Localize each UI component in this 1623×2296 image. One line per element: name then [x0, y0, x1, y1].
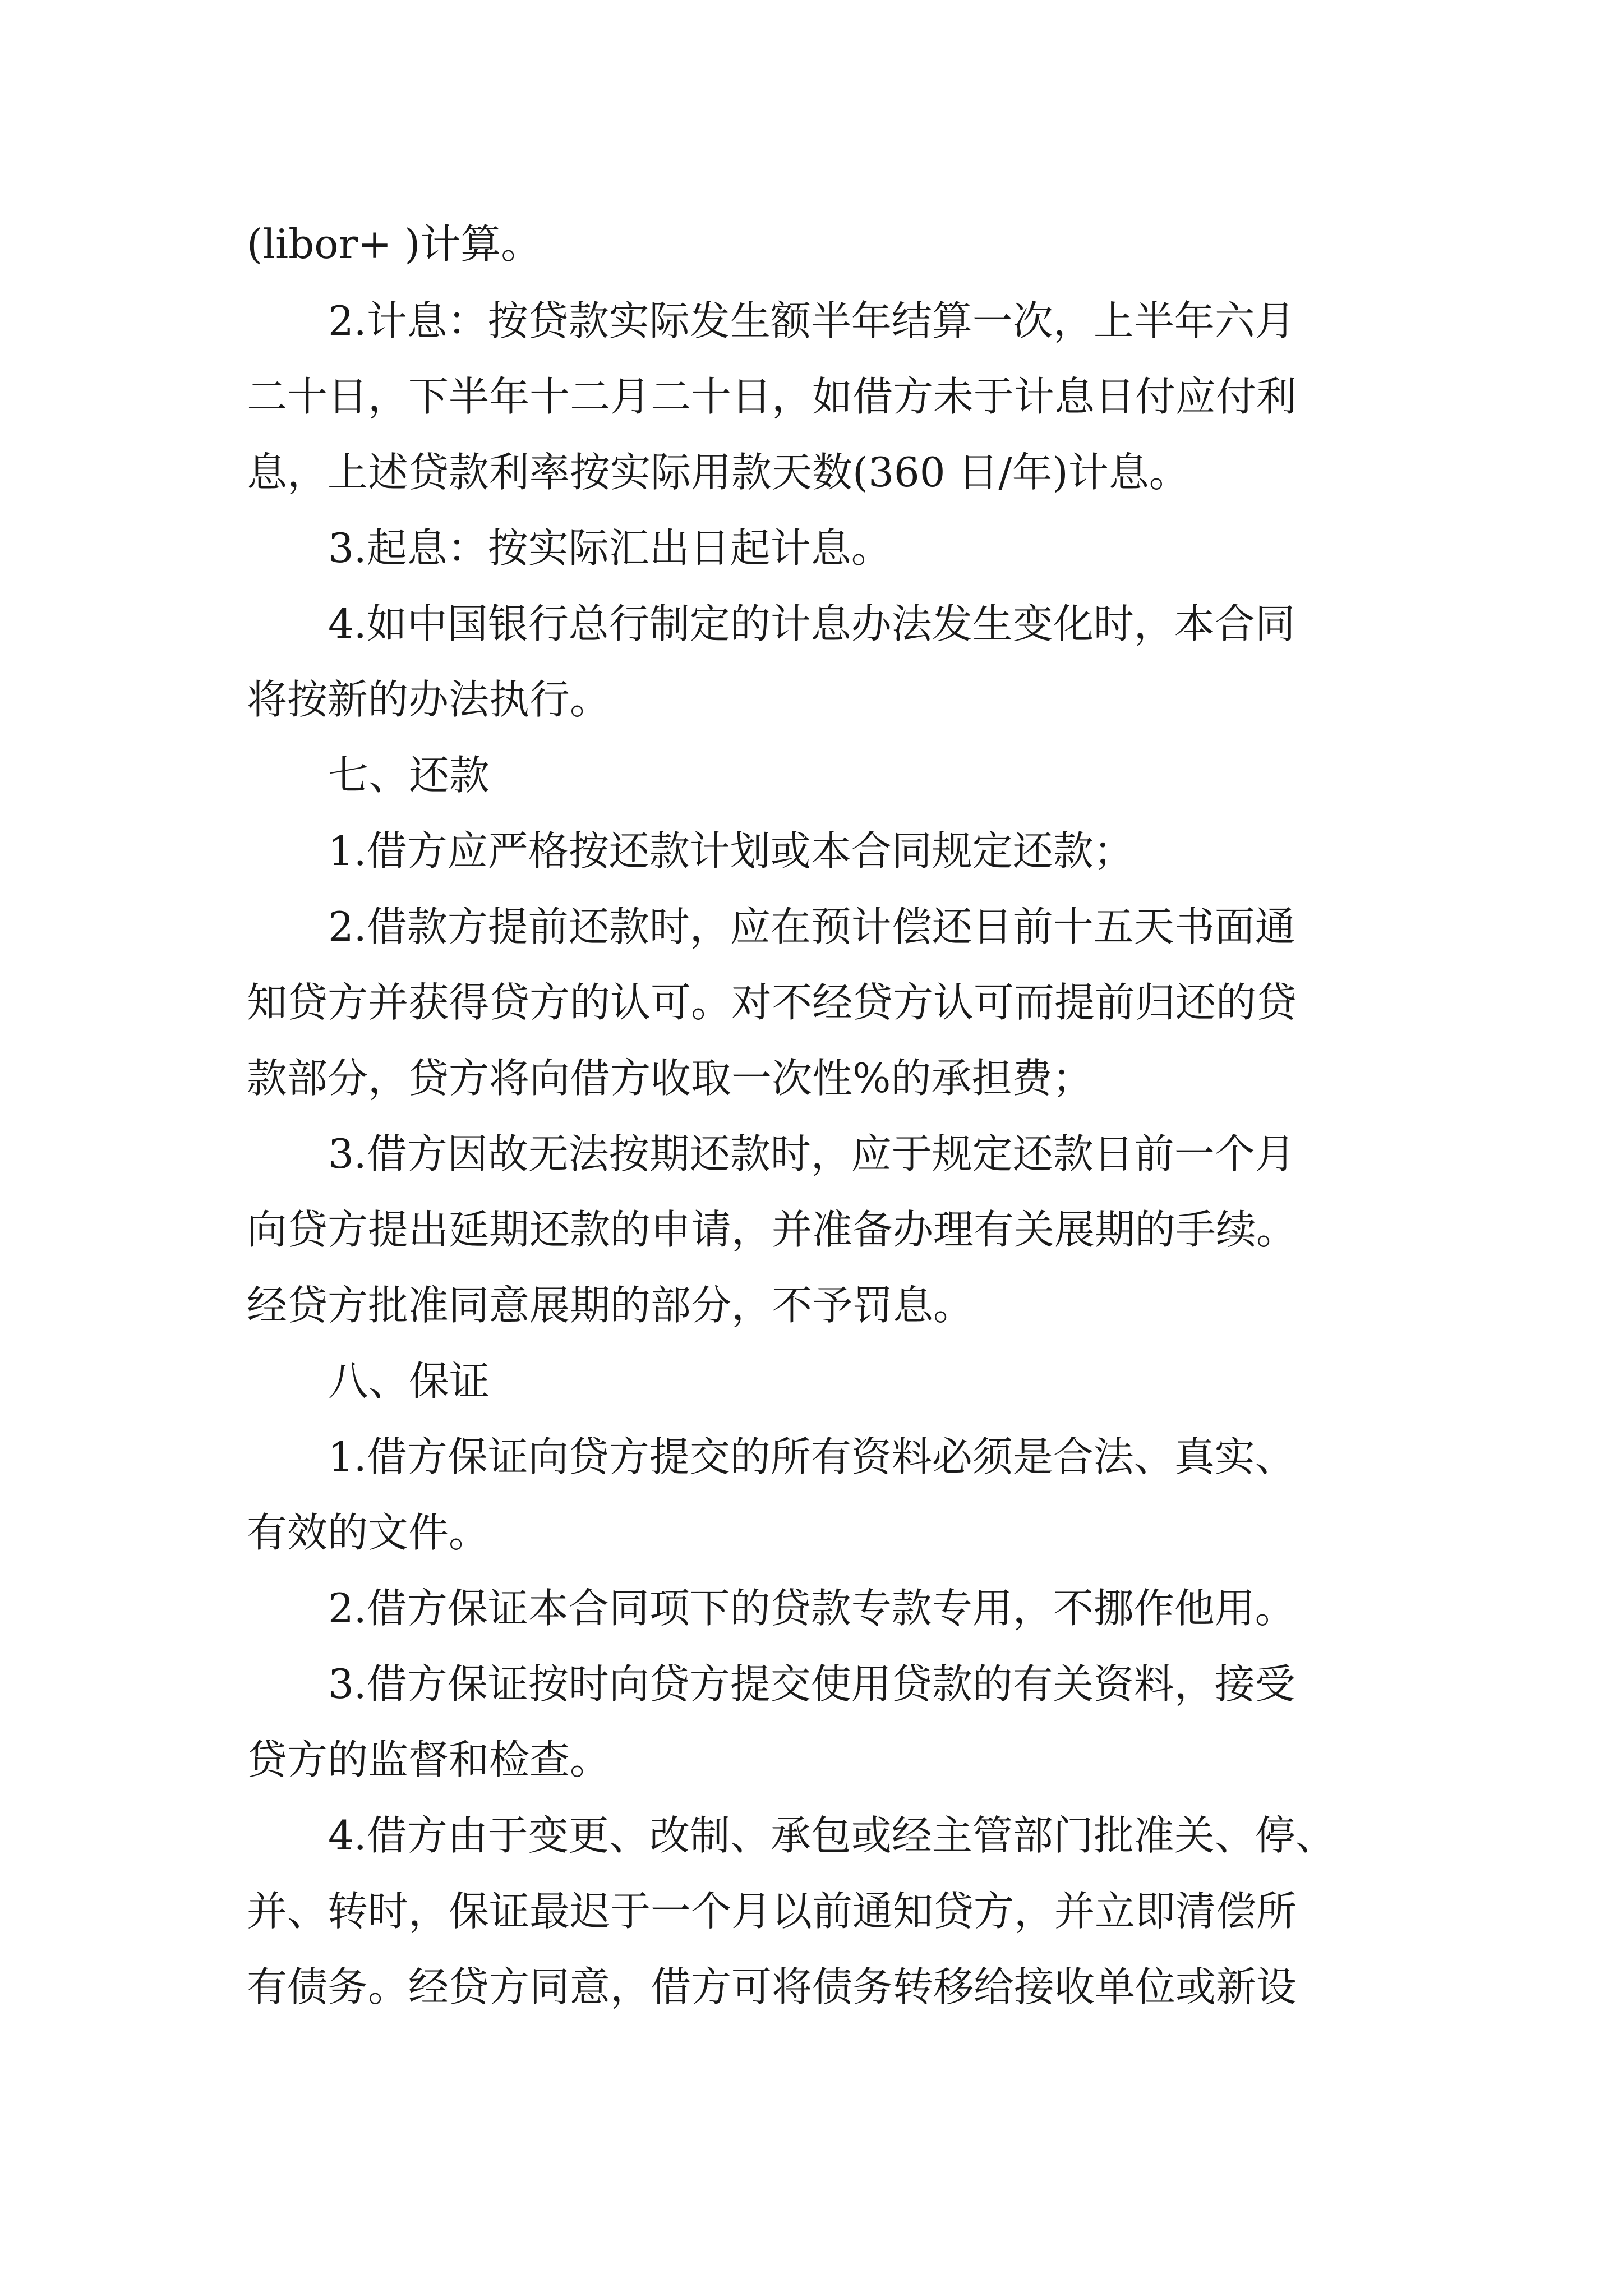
- text-line: 款部分，贷方将向借方收取一次性%的承担费；: [247, 1055, 1093, 1102]
- text-line: 3.借方因故无法按期还款时，应于规定还款日前一个月: [328, 1130, 1295, 1177]
- text-line: 息，上述贷款利率按实际用款天数(360 日/年)计息。: [247, 449, 1189, 496]
- text-line: 向贷方提出延期还款的申请，并准备办理有关展期的手续。: [247, 1206, 1297, 1253]
- text-line: 3.借方保证按时向贷方提交使用贷款的有关资料，接受: [328, 1660, 1295, 1708]
- text-line: 并、转时，保证最迟于一个月以前通知贷方，并立即清偿所: [247, 1888, 1297, 1935]
- text-line: (libor+ )计算。: [247, 220, 542, 268]
- text-line: 4.如中国银行总行制定的计息办法发生变化时，本合同: [328, 600, 1295, 647]
- text-line: 有债务。经贷方同意，借方可将债务转移给接收单位或新设: [247, 1963, 1297, 2010]
- text-line: 知贷方并获得贷方的认可。对不经贷方认可而提前归还的贷: [247, 979, 1297, 1026]
- text-line: 经贷方批准同意展期的部分，不予罚息。: [247, 1282, 974, 1329]
- text-line: 二十日，下半年十二月二十日，如借方未于计息日付应付利: [247, 373, 1297, 420]
- section-heading: 八、保证: [328, 1358, 490, 1405]
- text-line: 3.起息：按实际汇出日起计息。: [328, 524, 892, 572]
- section-heading: 七、还款: [328, 752, 490, 799]
- text-line: 2.借款方提前还款时，应在预计偿还日前十五天书面通: [328, 903, 1295, 950]
- text-line: 2.借方保证本合同项下的贷款专款专用，不挪作他用。: [328, 1585, 1295, 1632]
- text-line: 1.借方保证向贷方提交的所有资料必须是合法、真实、: [328, 1433, 1295, 1480]
- text-line: 有效的文件。: [247, 1509, 490, 1556]
- text-line: 4.借方由于变更、改制、承包或经主管部门批准关、停、: [328, 1812, 1336, 1859]
- text-line: 2.计息：按贷款实际发生额半年结算一次，上半年六月: [328, 297, 1295, 344]
- text-line: 1.借方应严格按还款计划或本合同规定还款；: [328, 827, 1134, 875]
- text-line: 将按新的办法执行。: [247, 676, 611, 723]
- text-line: 贷方的监督和检查。: [247, 1736, 611, 1783]
